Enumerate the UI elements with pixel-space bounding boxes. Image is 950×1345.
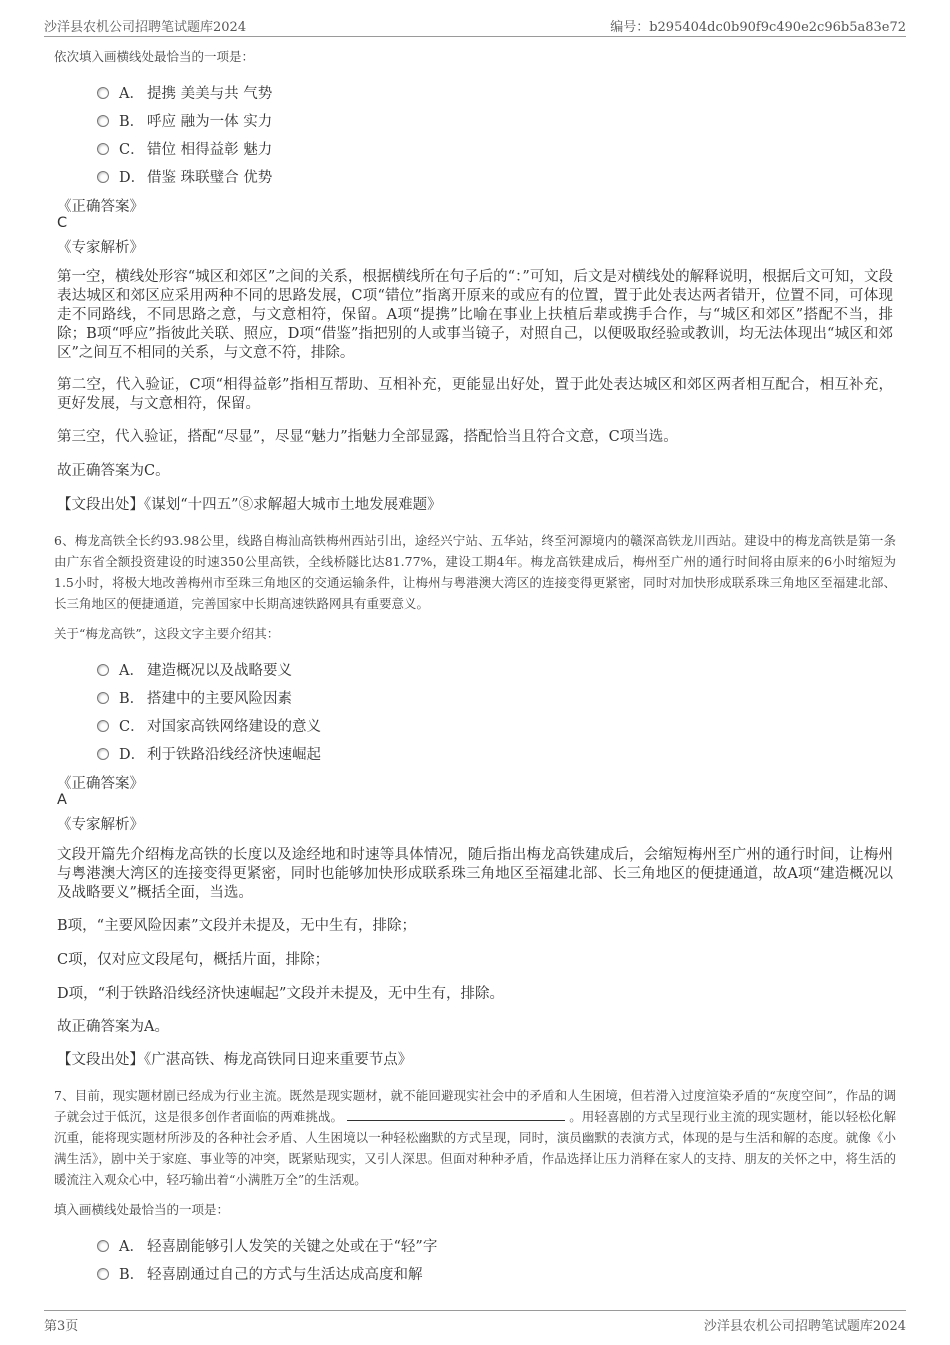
radio-icon[interactable] <box>97 720 109 732</box>
q5-option-d[interactable]: D． 借鉴 珠联璧合 优势 <box>97 166 272 186</box>
q7-prompt: 填入画横线处最恰当的一项是： <box>54 1202 230 1217</box>
radio-icon[interactable] <box>97 171 109 183</box>
q6-analysis-4: D项，“利于铁路沿线经济快速崛起”文段并未提及，无中生有，排除。 <box>57 986 504 1002</box>
page-footer <box>44 1310 906 1335</box>
q6-analysis-3: C项，仅对应文段尾句，概括片面，排除； <box>57 952 330 968</box>
q6-option-a[interactable]: A． 建造概况以及战略要义 <box>97 659 292 679</box>
q6-analysis-2: B项，“主要风险因素”文段并未提及，无中生有，排除； <box>57 918 416 934</box>
q6-option-c[interactable]: C． 对国家高铁网络建设的意义 <box>97 715 321 735</box>
q5-answer-label: 《正确答案》 <box>57 199 144 215</box>
header-title: 沙洋县农机公司招聘笔试题库2024 <box>44 20 247 35</box>
q6-answer: A <box>57 792 67 808</box>
radio-icon[interactable] <box>97 748 109 760</box>
radio-icon[interactable] <box>97 87 109 99</box>
page-header <box>44 10 906 37</box>
q5-option-a[interactable]: A． 提携 美美与共 气势 <box>97 82 272 102</box>
q5-source: 【文段出处】《谋划“十四五”⑧求解超大城市土地发展难题》 <box>57 497 442 513</box>
radio-icon[interactable] <box>97 1240 109 1252</box>
q6-prompt: 关于“梅龙高铁”，这段文字主要介绍其： <box>54 626 280 641</box>
q6-option-d[interactable]: D． 利于铁路沿线经济快速崛起 <box>97 743 321 763</box>
q6-analysis-label: 《专家解析》 <box>57 817 144 833</box>
radio-icon[interactable] <box>97 115 109 127</box>
q6-stem: 6、梅龙高铁全长约93.98公里，线路自梅汕高铁梅州西站引出，途经兴宁站、五华站，终至河源境内的赣深高铁龙川西站。建设中的梅龙高铁是第一条由广东省全额投资建设的时速350公里高铁，全线桥隧比达81.77%，建设工期4年。梅龙高铁建成后，梅州至广州的通行时间将由原来的6小时缩短为1.5小时，将极大地改善梅州市至珠三角地区的交通运输条件，让梅州与粤港澳大湾区的连接变得更紧密，同时对加快形成联系珠三角地区至福建北部、长三角地区的便捷通道，完善国家中长期高速铁路网具有重要意义。 <box>54 533 896 611</box>
q7-stem: 7、目前，现实题材剧已经成为行业主流。既然是现实题材，就不能回避现实社会中的矛盾和人生困境，但若滑入过度渲染矛盾的“灰度空间”，作品的调子就会过于低沉，这是很多创作者面临的两难挑战。 。用轻喜剧的方式呈现行业主流的现实题材，能以轻松化解沉重，能将现实题材所涉及的各种社会矛盾、人生困境以一种轻松幽默的方式呈现，同时，演员幽默的表演方式，体现的是与生活和解的态度。就像《小满生活》，剧中关于家庭、事业等的冲突，既紧贴现实，又引人深思。但面对种种矛盾，作品选择让压力消释在家人的支持、朋友的关怀之中，将生活的暖流注入观众心中，轻巧输出着“小满胜万全”的生活观。 <box>54 1088 896 1187</box>
q6-analysis-1: 文段开篇先介绍梅龙高铁的长度以及途经地和时速等具体情况，随后指出梅龙高铁建成后，会缩短梅州至广州的通行时间，让梅州与粤港澳大湾区的连接变得更紧密，同时也能够加快形成联系珠三角地区至福建北部、长三角地区的便捷通道，故A项“建造概况以及战略要义”概括全面，当选。 <box>57 847 893 901</box>
q5-prompt: 依次填入画横线处最恰当的一项是： <box>54 49 255 64</box>
q5-option-c[interactable]: C． 错位 相得益彰 魅力 <box>97 138 272 158</box>
header-serial: 编号：b295404dc0b90f9c490e2c96b5a83e72 <box>610 20 906 35</box>
radio-icon[interactable] <box>97 1268 109 1280</box>
q6-option-b[interactable]: B． 搭建中的主要风险因素 <box>97 687 292 707</box>
q6-answer-label: 《正确答案》 <box>57 776 144 792</box>
q7-option-a[interactable]: A． 轻喜剧能够引人发笑的关键之处或在于“轻”字 <box>97 1235 437 1255</box>
q5-analysis-4: 故正确答案为C。 <box>57 463 170 479</box>
q6-source: 【文段出处】《广湛高铁、梅龙高铁同日迎来重要节点》 <box>57 1052 413 1068</box>
q5-answer: C <box>57 215 68 231</box>
q7-option-b[interactable]: B． 轻喜剧通过自己的方式与生活达成高度和解 <box>97 1263 423 1283</box>
q6-analysis-5: 故正确答案为A。 <box>57 1019 169 1035</box>
footer-title: 沙洋县农机公司招聘笔试题库2024 <box>703 1319 906 1334</box>
q5-analysis-label: 《专家解析》 <box>57 240 144 256</box>
q5-analysis-2: 第二空，代入验证，C项“相得益彰”指相互帮助、互相补充，更能显出好处，置于此处表达城区和郊区两者相互配合，相互补充，更好发展，与文意相符，保留。 <box>57 377 893 412</box>
radio-icon[interactable] <box>97 143 109 155</box>
radio-icon[interactable] <box>97 692 109 704</box>
fill-in-blank <box>347 1106 565 1121</box>
footer-page-number: 第3页 <box>44 1319 79 1334</box>
q5-option-b[interactable]: B． 呼应 融为一体 实力 <box>97 110 272 130</box>
radio-icon[interactable] <box>97 664 109 676</box>
q5-analysis-1: 第一空，横线处形容“城区和郊区”之间的关系，根据横线所在句子后的“：”可知，后文是对横线处的解释说明，根据后文可知，文段表达城区和郊区应采用两种不同的思路发展，C项“错位”指离开原来的或应有的位置，置于此处表达两者错开，位置不同，可体现走不同路线，不同思路之意，与文意相符，保留。A项“提携”比喻在事业上扶植后辈或携手合作，与“城区和郊区”搭配不当，排除；B项“呼应”指彼此关联、照应，D项“借鉴”指把别的人或事当镜子，对照自己，以便吸取经验或教训，均无法体现出“城区和郊区”之间互不相同的关系，与文意不符，排除。 <box>57 269 893 361</box>
q5-analysis-3: 第三空，代入验证，搭配“尽显”，尽显“魅力”指魅力全部显露，搭配恰当且符合文意，C项当选。 <box>57 429 678 445</box>
